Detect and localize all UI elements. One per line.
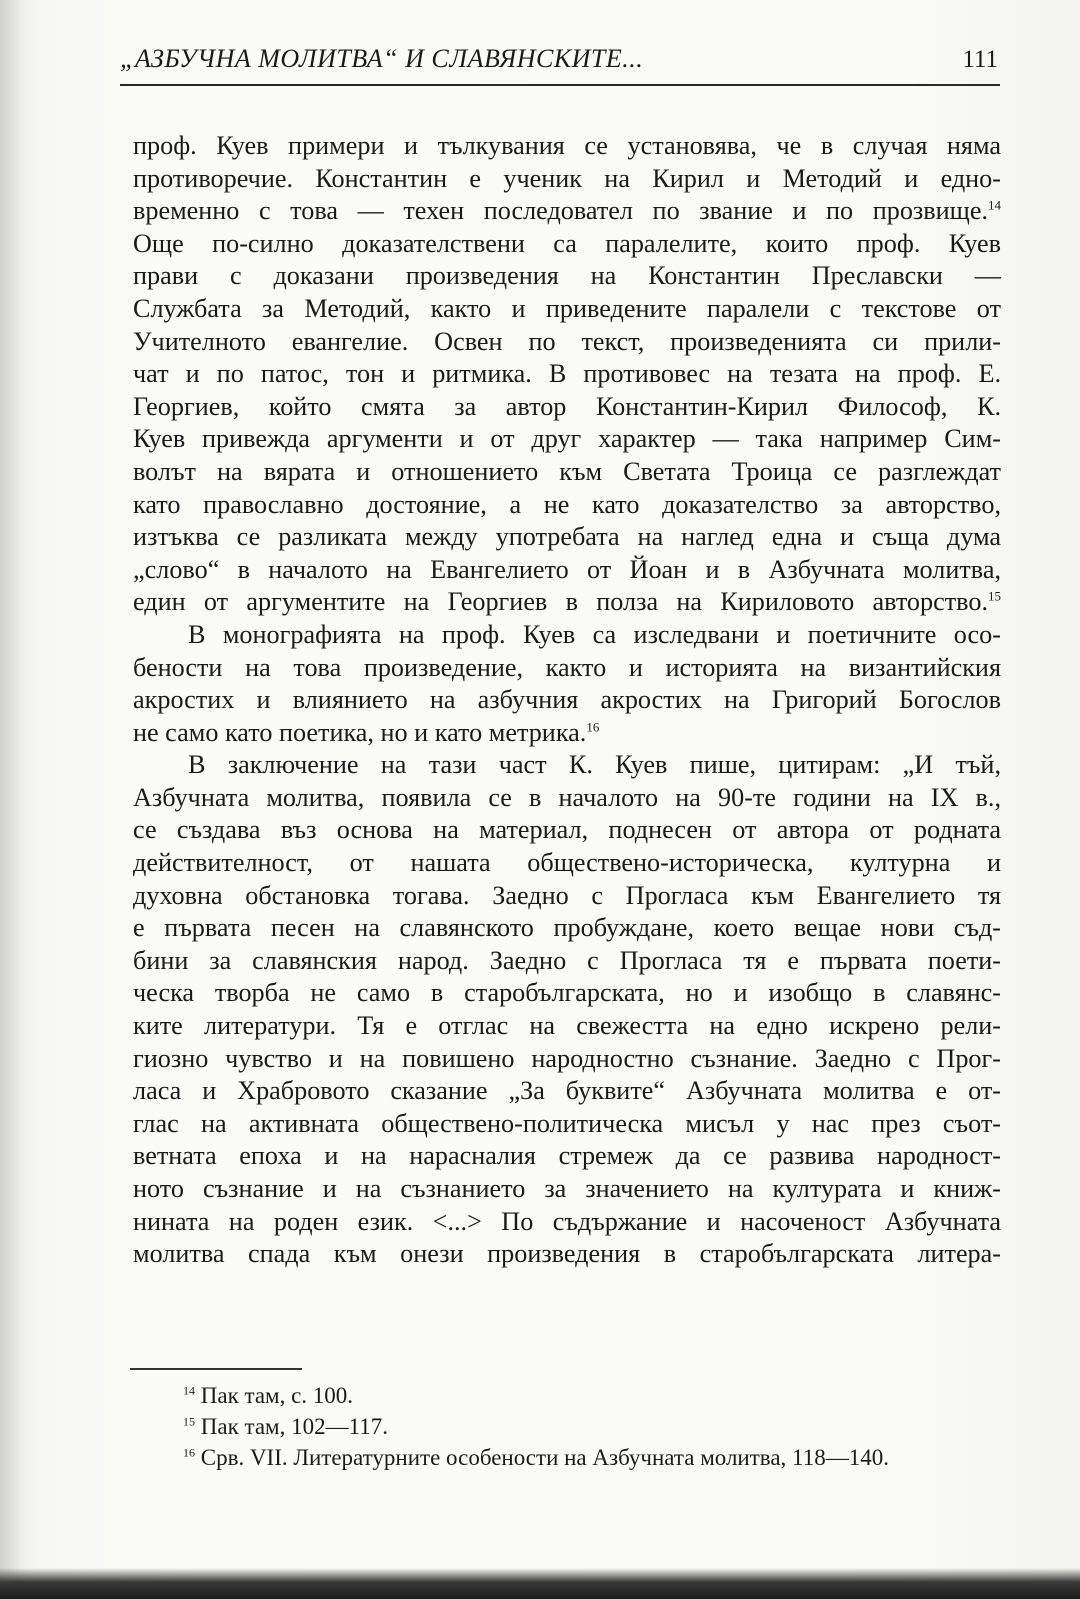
footnote-number: 14 [183,1383,195,1398]
page-bottom-shadow [0,1568,1080,1599]
footnote-ref-16: 16 [586,718,600,734]
footnote-number: 15 [183,1414,195,1429]
text-line: чат и по патос, тон и ритмика. В противовес на тезата на проф. Е. [133,359,1001,389]
text-line: духовна обстановка тогава. Заедно с Прогласа към Евангелието тя [133,880,1001,910]
footnote-separator [130,1368,302,1370]
spine-shadow [0,0,22,1599]
footnote: $^{15}$ Пак там, 102—117. [183,1414,388,1439]
footnote: $^{16}$ Срв. VII. Литературните особености на Азбучната молитва, 118—140. [183,1445,889,1470]
text-line: един от аргументите на Георгиев в полза на Кириловото авторство.$^{15}$ [133,587,1001,617]
text-line: Учителното евангелие. Освен по текст, произведенията си прили- [133,326,1001,356]
text-line: Куев привежда аргументи и от друг характер — така например Сим- [133,424,1001,454]
text-line: Още по-силно доказателствени са паралелите, които проф. Куев [133,228,1001,258]
text-line: като православно достояние, а не като доказателство за авторство, [133,489,1001,519]
footnote: $^{14}$ Пак там, с. 100. [183,1383,354,1408]
text-line: Азбучната молитва, появила се в началото на 90-те години на IX в., [133,782,1001,812]
text-line: Службата за Методий, както и приведените паралели с текстове от [133,293,1001,323]
text-line: нината на роден език. <...> По съдържание и насоченост Азбучната [133,1206,1001,1236]
text-line: Георгиев, който смята за автор Константин-Кирил Философ, К. [133,391,1001,421]
text-line: глас на активната обществено-политическа мисъл у нас през съот- [133,1108,1001,1138]
text-line: В монографията на проф. Куев са изследвани и поетичните осо- [188,619,1001,649]
text-line: гиозно чувство и на повишено народностно съзнание. Заедно с Прог- [133,1043,1001,1073]
footnote-ref-14: 14 [988,197,1001,213]
footnote-number: 16 [183,1445,195,1460]
footnote-ref-15: 15 [988,588,1001,604]
running-title: „АЗБУЧНА МОЛИТВА“ И СЛАВЯНСКИТЕ... [120,44,644,73]
text-line: „слово“ в началото на Евангелието от Йоан и в Азбучната молитва, [133,554,1001,584]
text-line: ласа и Храбровото сказание „За буквите“ Азбучната молитва е от- [133,1076,1001,1106]
text-line: молитва спада към онези произведения в старобългарската литера- [133,1239,1001,1269]
page-number: 111 [962,46,998,73]
text-line: ветната епоха и на нараснaлия стремеж да се развива народност- [133,1141,1001,1171]
text-line: акростих и влиянието на азбучния акростих на Григорий Богослов [133,685,1001,715]
body-text [133,130,1001,1271]
text-line: ческа творба не само в старобългарската, но и изобщо в славянс- [133,978,1001,1008]
text-line: противоречие. Константин е ученик на Кирил и Методий и едно- [133,163,1001,193]
text-line: В заключение на тази част К. Куев пише, цитирам: „И тъй, [188,750,1001,780]
text-line: ното съзнание и на съзнанието за значението на културата и книж- [133,1174,1001,1203]
text-line: бености на това произведение, както и историята на византийския [133,652,1001,682]
text-line: не само като поетика, но и като метрика.$^{16}$ [133,717,600,747]
running-head [120,42,1000,86]
text-line: волът на вярата и отношението към Светата Троица се разглеждат [133,456,1001,486]
text-line: временно с това — техен последовател по звание и по прозвище.$^{14}$ [133,196,1001,226]
text-line: изтъква се разликата между употребата на наглед една и съща дума [133,522,1001,552]
text-line: ките литератури. Тя е отглас на свежестта на едно искрено рели- [133,1011,1001,1041]
text-line: се създава въз основа на материал, поднесен от автора от родната [133,815,1001,845]
text-line: е първата песен на славянското пробуждане, което вещае нови съд- [133,913,1001,943]
footnotes [183,1380,1003,1473]
text-line: бини за славянския народ. Заедно с Прогласа тя е първата поети- [133,945,1001,975]
text-line: проф. Куев примери и тълкувания се установява, че в случая няма [133,131,1001,160]
text-line: прави с доказани произведения на Константин Преславски — [133,261,1001,291]
text-line: действителност, от нашата обществено-историческа, културна и [133,848,1001,878]
